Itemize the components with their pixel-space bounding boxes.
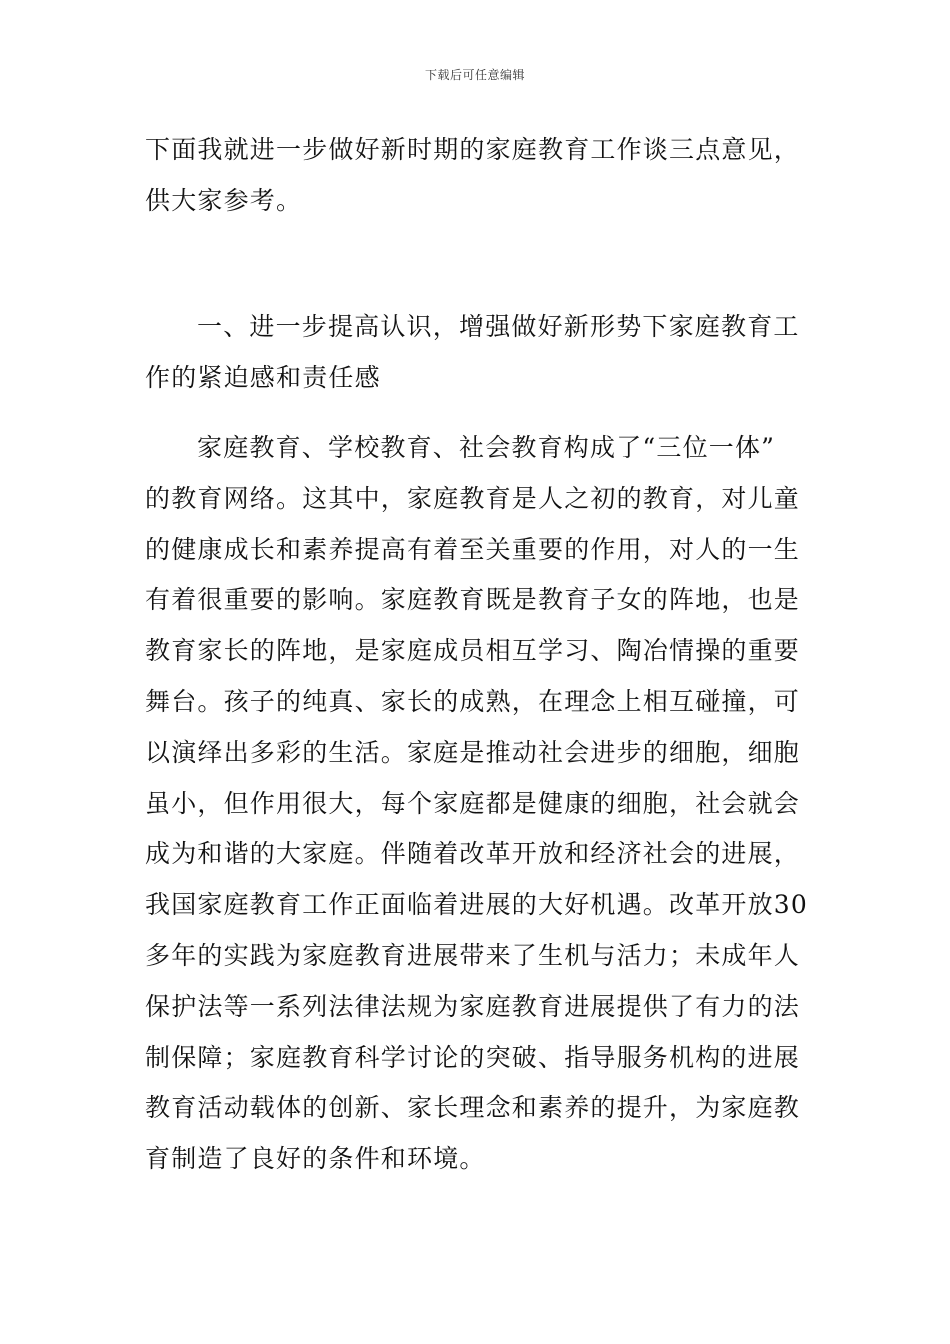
intro-paragraph xyxy=(145,125,805,227)
text-line: 有着很重要的影响。家庭教育既是教育子女的阵地，也是 xyxy=(145,585,801,615)
text-line: 以演绎出多彩的生活。家庭是推动社会进步的细胞，细胞 xyxy=(145,737,801,767)
text-line: 教育活动载体的创新、家长理念和素养的提升，为家庭教 xyxy=(145,1093,801,1123)
text-line: 供大家参考。 xyxy=(145,185,303,215)
text-line: 下面我就进一步做好新时期的家庭教育工作谈三点意见， xyxy=(145,135,801,164)
text-line: 教育家长的阵地，是家庭成员相互学习、陶冶情操的重要 xyxy=(145,636,801,666)
text-line: 虽小，但作用很大，每个家庭都是健康的细胞，社会就会 xyxy=(145,788,801,818)
text-line: 制保障；家庭教育科学讨论的突破、指导服务机构的进展 xyxy=(145,1042,801,1072)
text-line: 家庭教育、学校教育、社会教育构成了“三位一体” xyxy=(197,433,776,462)
text-line: 保护法等一系列法律法规为家庭教育进展提供了有力的法 xyxy=(145,991,801,1021)
page-header: 下载后可任意编辑 xyxy=(424,68,525,82)
text-line: 育制造了良好的条件和环境。 xyxy=(145,1144,486,1174)
text-line: 一、进一步提高认识，增强做好新形势下家庭教育工 xyxy=(197,312,800,341)
text-line: 作的紧迫感和责任感 xyxy=(145,362,381,392)
text-line: 的健康成长和素养提高有着至关重要的作用，对人的一生 xyxy=(145,534,801,564)
text-line: 舞台。孩子的纯真、家长的成熟，在理念上相互碰撞，可 xyxy=(145,686,801,716)
text-line: 我国家庭教育工作正面临着进展的大好机遇。改革开放30 xyxy=(145,890,809,920)
text-line: 成为和谐的大家庭。伴随着改革开放和经济社会的进展， xyxy=(145,839,801,869)
main-paragraph xyxy=(145,423,809,1185)
text-line: 的教育网络。这其中，家庭教育是人之初的教育，对儿童 xyxy=(145,483,801,513)
section-heading xyxy=(145,302,805,404)
text-line: 多年的实践为家庭教育进展带来了生机与活力；未成年人 xyxy=(145,940,801,970)
